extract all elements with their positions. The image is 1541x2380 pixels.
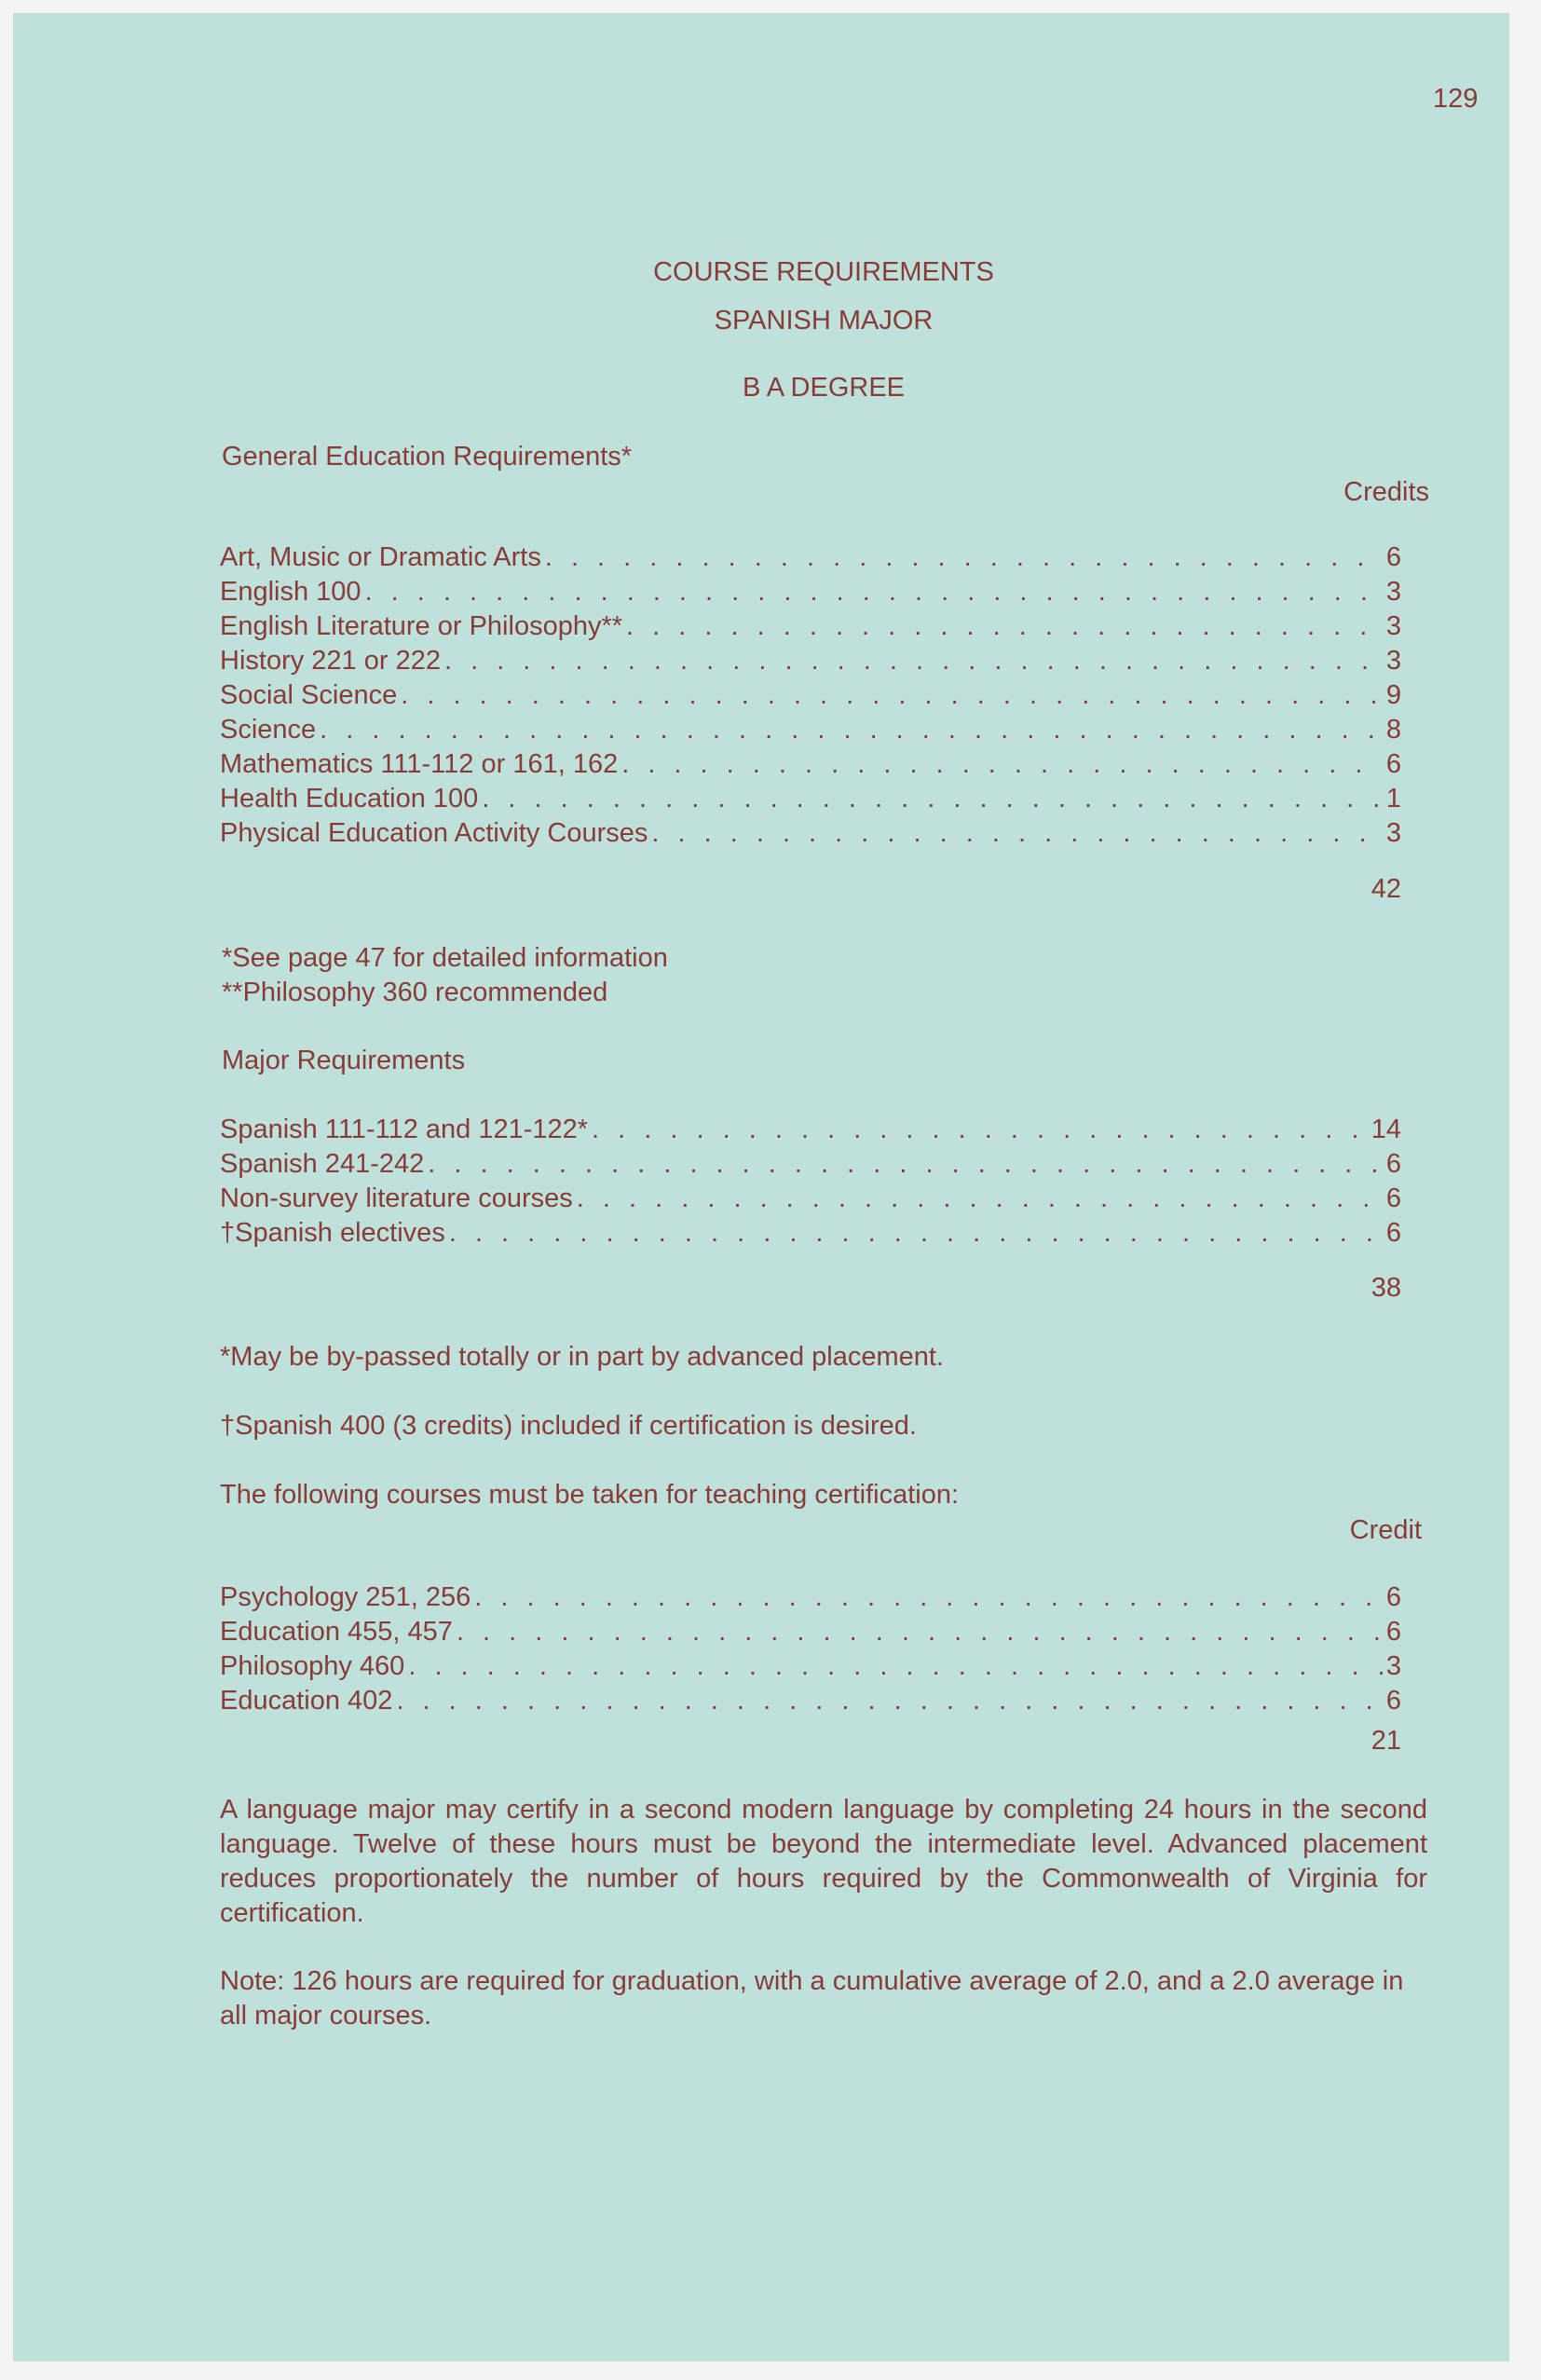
course-name: Philosophy 460 — [220, 1651, 405, 1681]
course-name: Psychology 251, 256 — [220, 1582, 471, 1612]
course-credits: 3 — [1385, 577, 1401, 607]
general-education-heading: General Education Requirements* — [222, 442, 633, 472]
subtitle: SPANISH MAJOR — [714, 306, 934, 335]
title: COURSE REQUIREMENTS — [653, 257, 994, 287]
list-item — [220, 816, 1401, 851]
course-name: Spanish 241-242 — [220, 1149, 425, 1179]
course-credits: 9 — [1385, 680, 1401, 710]
certification-total: 21 — [1371, 1726, 1401, 1756]
course-name: Non-survey literature courses — [220, 1183, 573, 1213]
dot-leader — [474, 1580, 1383, 1615]
certification-intro: The following courses must be taken for teaching certification: — [220, 1480, 960, 1510]
dot-leader — [396, 1684, 1382, 1718]
certification-list — [220, 1580, 1401, 1718]
list-item — [220, 1684, 1401, 1718]
footnote: *See page 47 for detailed information — [222, 943, 668, 973]
course-credits: 3 — [1385, 1651, 1401, 1681]
list-item — [220, 1615, 1401, 1649]
course-credits: 14 — [1371, 1115, 1401, 1144]
general-education-total: 42 — [1371, 874, 1401, 904]
list-item — [220, 1113, 1401, 1147]
course-credits: 6 — [1385, 749, 1401, 779]
dot-leader — [651, 816, 1382, 851]
footnote: †Spanish 400 (3 credits) included if certification is desired. — [220, 1411, 917, 1441]
course-credits: 3 — [1385, 818, 1401, 848]
general-education-list — [220, 540, 1401, 851]
list-item — [220, 1182, 1401, 1216]
certification-paragraph: A language major may certify in a second modern language by completing 24 hours in the second language. Twelve of these hours must be beyond the intermediate level. Advanced placement reduces proportionately the number of hours required by the Commonwealth of Virginia for certification. — [220, 1795, 1427, 1928]
list-item — [220, 713, 1401, 747]
course-name: Mathematics 111-112 or 161, 162 — [220, 749, 619, 779]
list-item — [220, 575, 1401, 609]
course-name: Art, Music or Dramatic Arts — [220, 542, 541, 572]
footnote: **Philosophy 360 recommended — [222, 978, 608, 1007]
page-number: 129 — [1433, 84, 1479, 114]
list-item — [220, 1216, 1401, 1251]
list-item — [220, 782, 1401, 816]
course-name: †Spanish electives — [220, 1218, 445, 1248]
course-name: Education 455, 457 — [220, 1617, 453, 1647]
course-name: English Literature or Philosophy** — [220, 611, 623, 641]
list-item — [220, 747, 1401, 782]
list-item — [220, 678, 1401, 713]
dot-leader — [444, 644, 1383, 678]
course-name: Social Science — [220, 680, 398, 710]
course-credits: 3 — [1385, 646, 1401, 676]
course-name: Science — [220, 715, 317, 745]
dot-leader — [401, 678, 1383, 713]
degree-heading: B A DEGREE — [742, 373, 906, 403]
list-item — [220, 644, 1401, 678]
footnote: *May be by-passed totally or in part by advanced placement. — [220, 1342, 944, 1372]
dot-leader — [408, 1649, 1383, 1684]
dot-leader — [592, 1113, 1368, 1147]
major-requirements-total: 38 — [1371, 1273, 1401, 1303]
credits-header: Credits — [1343, 477, 1429, 507]
graduation-note: Note: 126 hours are required for graduation, with a cumulative average of 2.0, and a 2.0 average in all major courses. — [220, 1966, 1404, 2031]
course-credits: 1 — [1385, 784, 1401, 814]
course-credits: 8 — [1385, 715, 1401, 745]
list-item — [220, 1580, 1401, 1615]
course-name: Spanish 111-112 and 121-122* — [220, 1115, 589, 1144]
dot-leader — [577, 1182, 1383, 1216]
dot-leader — [626, 609, 1383, 644]
dot-leader — [428, 1147, 1383, 1182]
list-item — [220, 1649, 1401, 1684]
course-credits: 6 — [1385, 1686, 1401, 1716]
credit-header: Credit — [1349, 1515, 1422, 1545]
dot-leader — [621, 747, 1383, 782]
course-credits: 3 — [1385, 611, 1401, 641]
course-credits: 6 — [1385, 1218, 1401, 1248]
list-item — [220, 609, 1401, 644]
course-credits: 6 — [1385, 1617, 1401, 1647]
course-credits: 6 — [1385, 1582, 1401, 1612]
list-item — [220, 1147, 1401, 1182]
course-credits: 6 — [1385, 1149, 1401, 1179]
course-name: History 221 or 222 — [220, 646, 441, 676]
course-name: Physical Education Activity Courses — [220, 818, 648, 848]
course-name: Health Education 100 — [220, 784, 479, 814]
course-credits: 6 — [1385, 542, 1401, 572]
dot-leader — [457, 1615, 1383, 1649]
dot-leader — [365, 575, 1383, 609]
course-name: Education 402 — [220, 1686, 393, 1716]
course-name: English 100 — [220, 577, 361, 607]
major-requirements-heading: Major Requirements — [222, 1046, 466, 1075]
course-credits: 6 — [1385, 1183, 1401, 1213]
document-page — [13, 13, 1509, 2361]
dot-leader — [482, 782, 1383, 816]
dot-leader — [320, 713, 1383, 747]
list-item — [220, 540, 1401, 575]
dot-leader — [449, 1216, 1383, 1251]
dot-leader — [545, 540, 1383, 575]
major-requirements-list — [220, 1113, 1401, 1251]
